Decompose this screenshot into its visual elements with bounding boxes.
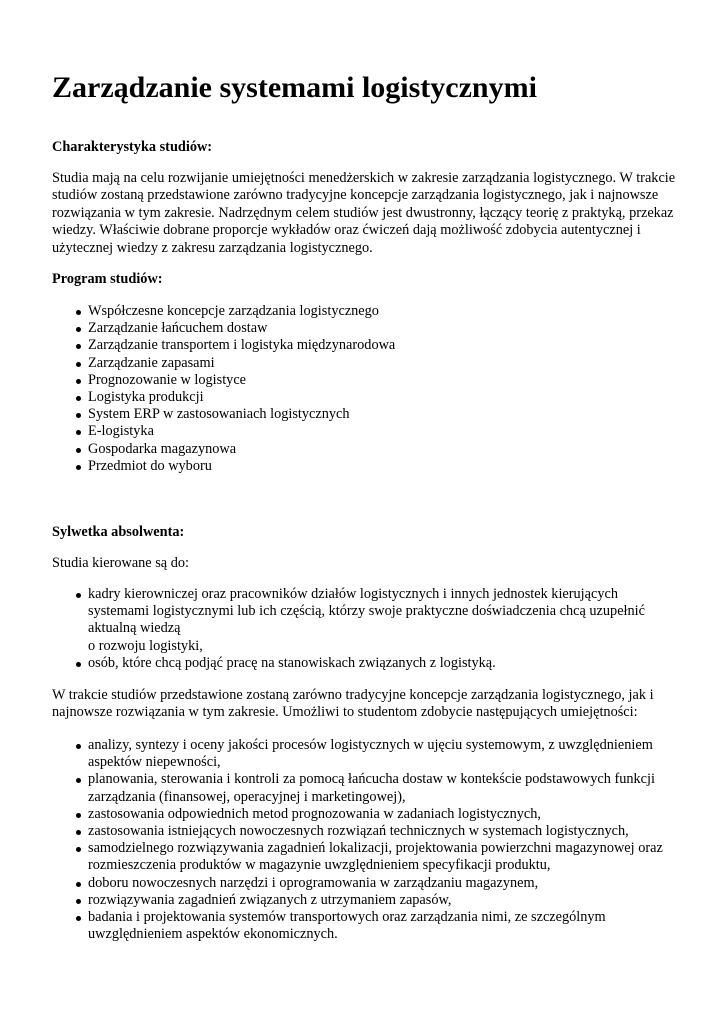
audience-item-text: kadry kierowniczej oraz pracowników działów logistycznych i innych jednostek kierujących systemami logistycznymi lub ich częścią, którzy swoje praktyczne doświadczenia chcą uzupełnić aktualną wiedzą [88,586,645,637]
bullet-icon [76,899,81,904]
bullet-icon [76,430,81,435]
graduate-heading: Sylwetka absolwenta: [52,524,185,540]
bullet-icon [76,778,81,783]
list-item [88,840,677,874]
program-item-text: Zarządzanie łańcuchem dostaw [88,320,268,337]
program-item-text: Zarządzanie transportem i logistyka międzynarodowa [88,337,396,354]
bullet-icon [76,448,81,453]
page-title: Zarządzanie systemami logistycznymi [52,71,537,104]
skill-item-text: badania i projektowania systemów transportowych oraz zarządzania nimi, ze szczególnym uwzględnieniem aspektów ekonomicznych. [88,909,606,943]
program-item-text: Zarządzanie zapasami [88,354,215,371]
list-item [88,423,677,440]
bullet-icon [76,882,81,887]
program-item-text: Logistyka produkcji [88,389,204,406]
list-item [88,458,677,475]
bullet-icon [76,362,81,367]
list-item [88,875,677,892]
program-list [52,303,677,475]
bullet-icon [76,744,81,749]
list-item [88,737,677,771]
skill-item-text: zastosowania istniejących nowoczesnych rozwiązań technicznych w systemach logistycznych, [88,823,629,840]
list-item [88,655,677,672]
program-item-text: Prognozowanie w logistyce [88,371,247,388]
bullet-icon [76,813,81,818]
program-heading: Program studiów: [52,271,163,287]
list-item [88,406,677,423]
list-item [88,337,677,354]
program-item-text: Gospodarka magazynowa [88,440,237,457]
bullet-icon [76,830,81,835]
list-item [88,320,677,337]
bullet-icon [76,344,81,349]
bullet-icon [76,379,81,384]
skill-item-text: samodzielnego rozwiązywania zagadnień lokalizacji, projektowania powierzchni magazynowej oraz rozmieszczenia produktów w magazynie uwzględnieniem specyfikacji produktu, [88,840,663,874]
program-item-text: System ERP w zastosowaniach logistycznych [88,406,350,423]
bullet-icon [76,662,81,667]
skills-intro: W trakcie studiów przedstawione zostaną zarówno tradycyjne koncepcje zarządzania logistycznego, jak i najnowsze rozwiązania w tym zakresie. Umożliwi to studentom zdobycie następujących umiejętności: [52,687,654,721]
bullet-icon [76,593,81,598]
bullet-icon [76,310,81,315]
list-item [88,892,677,909]
skills-list [52,737,677,943]
skill-item-text: planowania, sterowania i kontroli za pomocą łańcucha dostaw w kontekście podstawowych funkcji zarządzania (finansowej, operacyjnej i marketingowej), [88,771,655,805]
list-item [88,372,677,389]
list-item [88,771,677,805]
list-item [88,586,677,655]
list-item [88,823,677,840]
list-item [88,303,677,320]
characteristics-text: Studia mają na celu rozwijanie umiejętności menedżerskich w zakresie zarządzania logistycznego. W trakcie studiów zostaną przedstawione zarówno tradycyjne koncepcje zarządzania logistycznego, jak i najnowsze rozwiązania w tym zakresie. Nadrzędnym celem studiów jest dwustronny, łączący teorię z praktyką, przekaz wiedzy. Właściwie dobrane proporcje wykładów oraz ćwiczeń dają możliwość zdobycia autentycznej i użytecznej wiedzy z zakresu zarządzania logistycznego. [52,170,676,256]
list-item [88,909,677,943]
audience-item-continuation: o rozwoju logistyki, [88,637,203,654]
bullet-icon [76,847,81,852]
characteristics-heading: Charakterystyka studiów: [52,139,213,155]
skill-item-text: zastosowania odpowiednich metod prognozowania w zadaniach logistycznych, [88,805,541,822]
skill-item-text: rozwiązywania zagadnień związanych z utrzymaniem zapasów, [88,891,452,908]
audience-item-text: osób, które chcą podjąć pracę na stanowiskach związanych z logistyką. [88,654,496,671]
skill-item-text: analizy, syntezy i oceny jakości procesów logistycznych w ujęciu systemowym, z uwzględnieniem aspektów niepewności, [88,737,653,771]
bullet-icon [76,916,81,921]
list-item [88,389,677,406]
bullet-icon [76,327,81,332]
graduate-intro: Studia kierowane są do: [52,555,189,571]
program-item-text: Współczesne koncepcje zarządzania logistycznego [88,303,379,319]
bullet-icon [76,465,81,470]
program-item-text: Przedmiot do wyboru [88,457,212,474]
bullet-icon [76,396,81,401]
list-item [88,441,677,458]
bullet-icon [76,413,81,418]
skill-item-text: doboru nowoczesnych narzędzi i oprogramowania w zarządzaniu magazynem, [88,874,539,891]
program-item-text: E-logistyka [88,423,154,440]
audience-list [52,586,677,672]
list-item [88,355,677,372]
list-item [88,806,677,823]
